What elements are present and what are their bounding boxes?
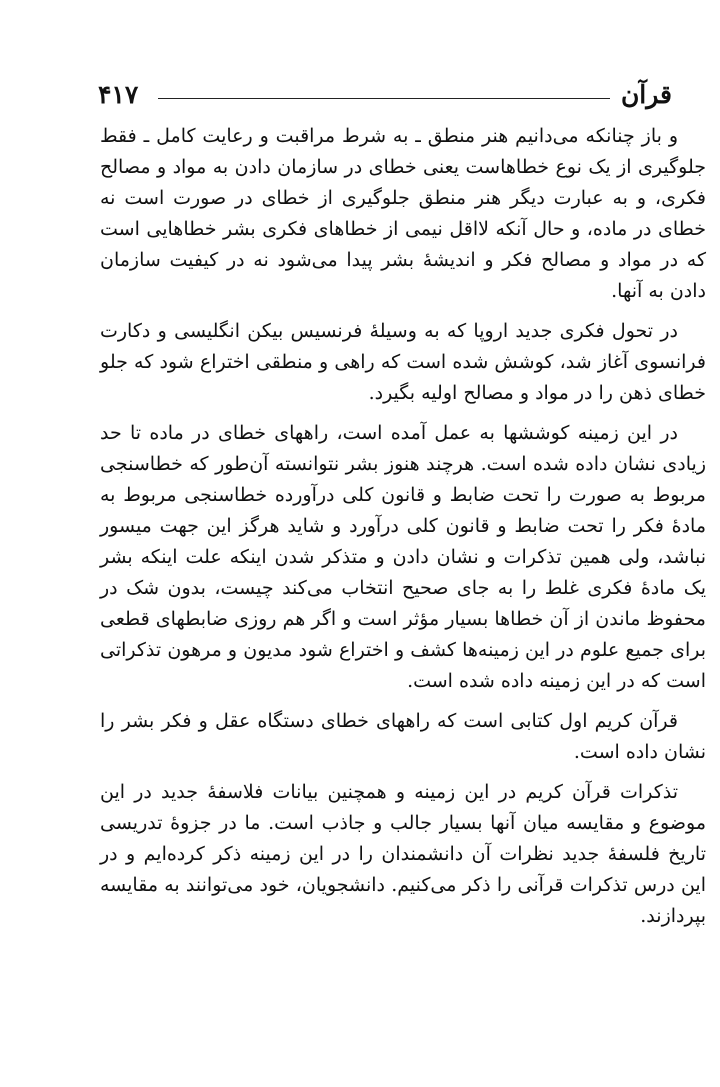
- paragraph: در این زمینه کوششها به عمل آمده است، راههای خطای در ماده تا حد زیادی نشان داده شده است. هرچند هنوز بشر نتوانسته آن‌طور که خطاسنجی مربوط به صورت را تحت ضابط و قانون کلی درآورده خطاسنجی مربوط به مادهٔ فکر را تحت ضابط و قانون کلی درآورد و شاید هرگز این جهت میسور نباشد، ولی همین تذکرات و نشان دادن و متذکر شدن اینکه علت اینکه بشر یک مادهٔ فکری غلط را به جای صحیح انتخاب می‌کند چیست، بدون شک در محفوظ ماندن از آن خطاها بسیار مؤثر است و اگر هم روزی ضابطهای قطعی برای جمیع علوم در این زمینه‌ها کشف و اختراع شود مدیون و مرهون تذکراتی است که در این زمینه داده شده است.: [100, 422, 706, 692]
- page-number: ۴۱۷: [98, 80, 139, 109]
- running-title: قرآن: [620, 80, 672, 109]
- paragraph: و باز چنانکه می‌دانیم هنر منطق ـ به شرط مراقبت و رعایت کامل ـ فقط جلوگیری از یک نوع خطاهاست یعنی خطای در سازمان دادن به مواد و مصالح فکری، و به عبارت دیگر هنر منطق جلوگیری از خطای در صورت است نه خطای در ماده، و حال آنکه لااقل نیمی از خطاهای فکری بشر خطاهایی است که در مواد و مصالح فکر و اندیشهٔ بشر پیدا می‌شود نه در کیفیت سازمان دادن به آنها.: [100, 125, 706, 302]
- paragraph: در تحول فکری جدید اروپا که به وسیلهٔ فرنسیس بیکن انگلیسی و دکارت فرانسوی آغاز شد، کوشش شده است که راهی و منطقی اختراع شود که جلو خطای ذهن را در مواد و مصالح اولیه بگیرد.: [100, 320, 706, 404]
- header-rule: [158, 98, 610, 99]
- paragraph: تذکرات قرآن کریم در این زمینه و همچنین بیانات فلاسفهٔ جدید در این موضوع و مقایسه میان آنها بسیار جالب و جاذب است. ما در جزوهٔ تدریسی تاریخ فلسفهٔ جدید نظرات آن دانشمندان را در این زمینه ذکر کرده‌ایم و در این درس تذکرات قرآنی را ذکر می‌کنیم. دانشجویان، خود می‌توانند به مقایسه بپردازند.: [100, 781, 706, 927]
- body-text: [100, 121, 706, 932]
- paragraph: قرآن کریم اول کتابی است که راههای خطای دستگاه عقل و فکر بشر را نشان داده است.: [100, 710, 706, 763]
- page-header: [98, 80, 672, 114]
